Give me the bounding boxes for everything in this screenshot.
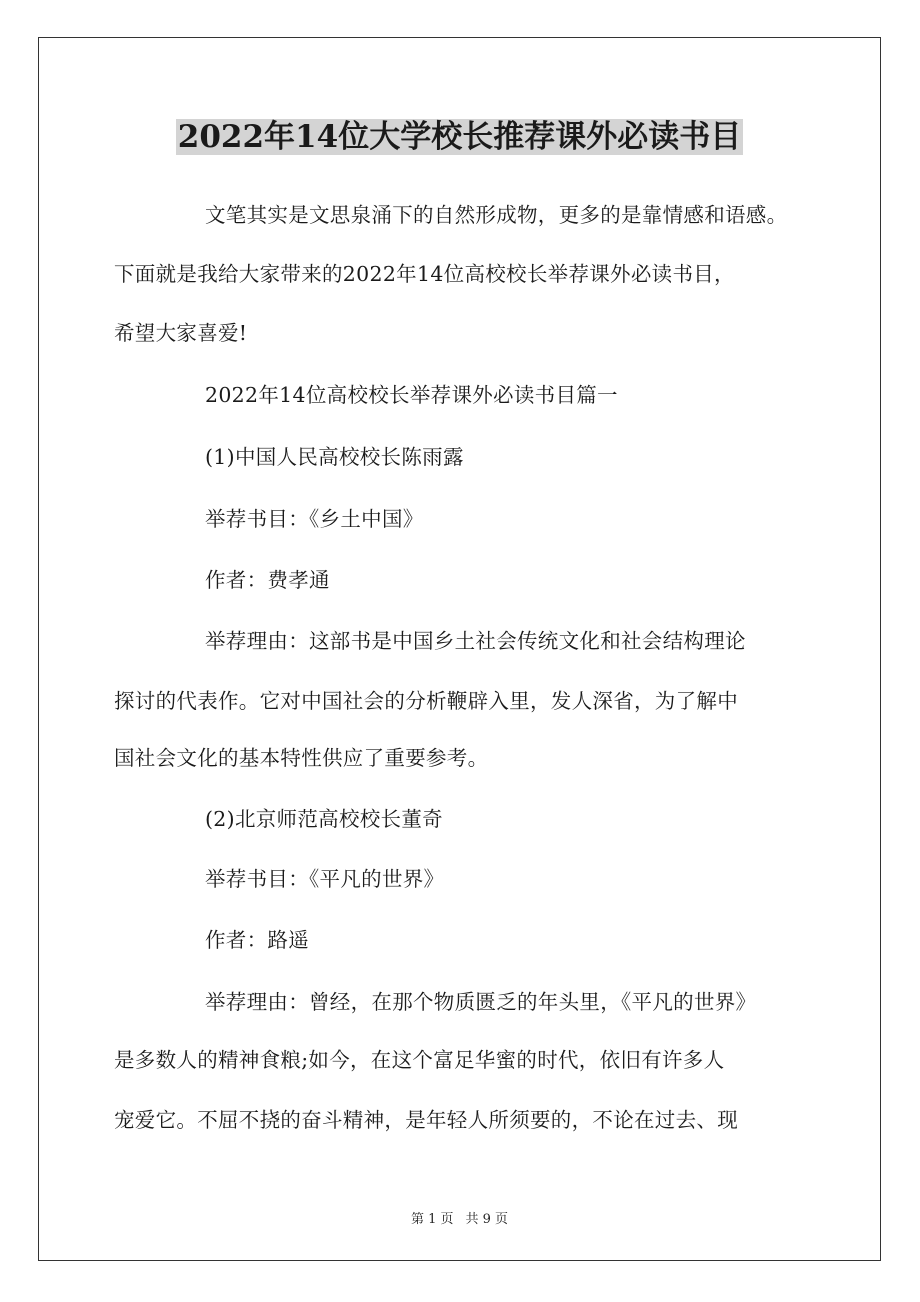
author-line: 作者：费孝通 xyxy=(205,568,330,592)
paragraph-line: 举荐理由：这部书是中国乡土社会传统文化和社会结构理论 xyxy=(205,629,746,653)
paragraph-line: 希望大家喜爱! xyxy=(114,321,248,345)
list-item: (2)北京师范高校校长董奇 xyxy=(205,807,443,831)
section-heading: 2022年14位高校校长举荐课外必读书目篇一 xyxy=(205,383,618,407)
author-line: 作者：路遥 xyxy=(205,928,309,952)
book-title-line: 举荐书目：《乡土中国》 xyxy=(205,507,424,531)
paragraph-line: 下面就是我给大家带来的2022年14位高校校长举荐课外必读书目， xyxy=(114,262,735,286)
page-number: 第 1 页 xyxy=(410,1212,454,1227)
document-title-text: 2022年14位大学校长推荐课外必读书目 xyxy=(177,119,742,155)
document-page xyxy=(38,37,881,1261)
book-title-line: 举荐书目：《平凡的世界》 xyxy=(205,867,445,891)
page-total: 共 9 页 xyxy=(465,1212,509,1227)
paragraph-line: 是多数人的精神食粮;如今，在这个富足华蜜的时代，依旧有许多人 xyxy=(114,1048,725,1072)
paragraph-line: 探讨的代表作。它对中国社会的分析鞭辟入里，发人深省，为了解中 xyxy=(114,689,738,713)
paragraph-line: 宠爱它。不屈不挠的奋斗精神，是年轻人所须要的，不论在过去、现 xyxy=(114,1108,738,1132)
page-footer xyxy=(39,1208,880,1227)
document-title xyxy=(39,115,880,159)
list-item: (1)中国人民高校校长陈雨露 xyxy=(205,445,464,469)
paragraph-line: 举荐理由：曾经，在那个物质匮乏的年头里，《平凡的世界》 xyxy=(205,990,757,1014)
paragraph-line: 国社会文化的基本特性供应了重要参考。 xyxy=(114,746,489,770)
paragraph-line: 文笔其实是文思泉涌下的自然形成物，更多的是靠情感和语感。 xyxy=(205,203,788,227)
